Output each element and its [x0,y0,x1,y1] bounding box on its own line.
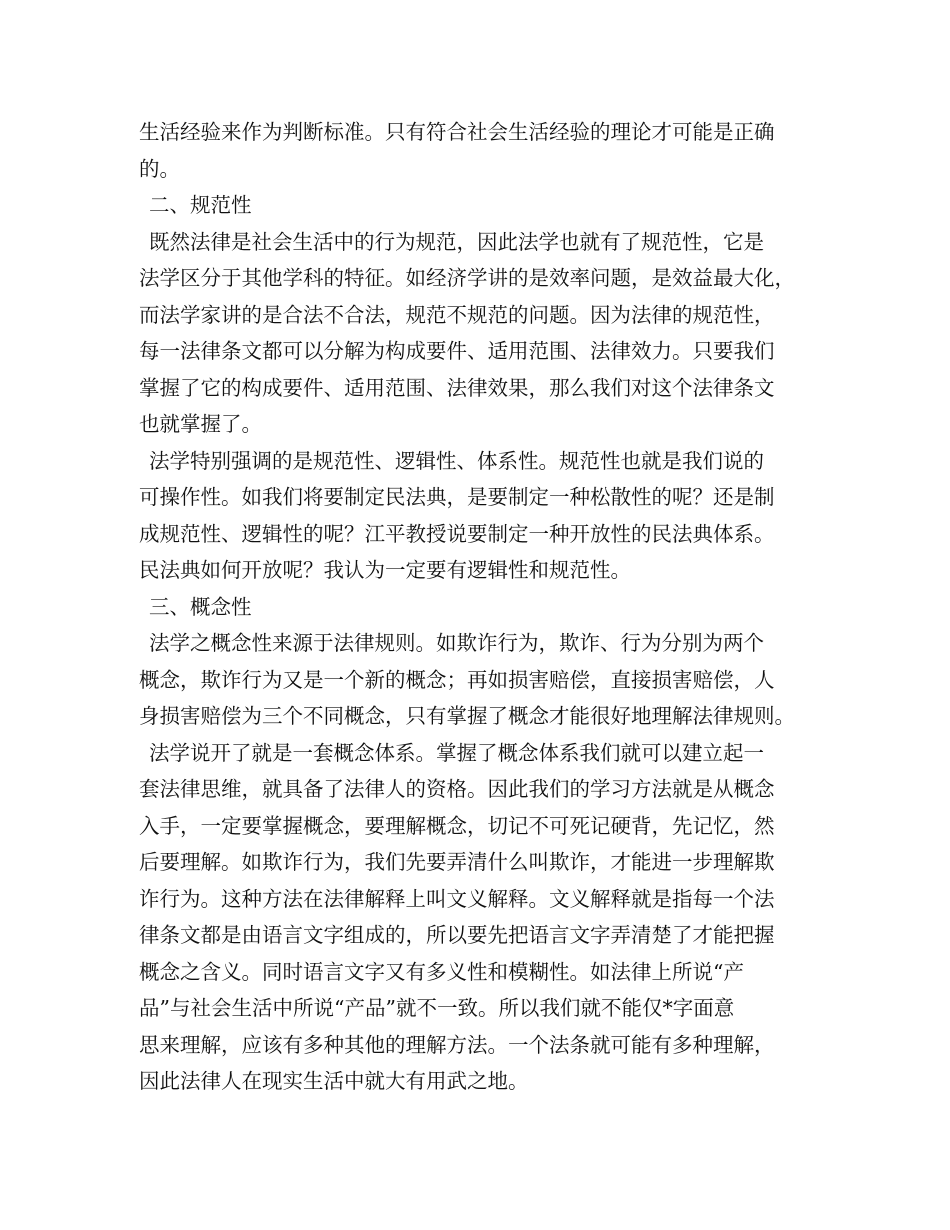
section-heading: 二、规范性 [149,193,252,217]
text-line: 入手，一定要掌握概念，要理解概念，切记不可死记硬背，先记忆，然 [139,813,775,838]
text-line: 律条文都是由语言文字组成的，所以要先把语言文字弄清楚了才能把握 [139,923,775,947]
text-line: 成规范性、逻辑性的呢？江平教授说要制定一种开放性的民法典体系。 [139,521,775,546]
text-line: 掌握了它的构成要件、适用范围、法律效果，那么我们对这个法律条文 [139,375,775,400]
text-line: 每一法律条文都可以分解为构成要件、适用范围、法律效力。只要我们 [139,339,775,363]
text-line: 而法学家讲的是合法不合法，规范不规范的问题。因为法律的规范性， [139,302,775,327]
text-line: 法学区分于其他学科的特征。如经济学讲的是效率问题，是效益最大化， [139,266,795,290]
text-line: 生活经验来作为判断标准。只有符合社会生活经验的理论才可能是正确 [139,120,775,144]
text-line: 可操作性。如我们将要制定民法典，是要制定一种松散性的呢？还是制 [139,485,775,509]
text-line: 思来理解，应该有多种其他的理解方法。一个法条就可能有多种理解， [139,1032,775,1057]
text-line: 既然法律是社会生活中的行为规范，因此法学也就有了规范性，它是 [149,229,764,254]
text-line: 因此法律人在现实生活中就大有用武之地。 [139,1069,529,1093]
text-line: 法学说开了就是一套概念体系。掌握了概念体系我们就可以建立起一 [149,740,764,765]
text-line: 概念之含义。同时语言文字又有多义性和模糊性。如法律上所说“产 [139,959,744,984]
text-line: 诈行为。这种方法在法律解释上叫文义解释。文义解释就是指每一个法 [139,886,775,911]
text-line: 也就掌握了。 [139,412,262,436]
document-body [139,114,829,1100]
text-line: 的。 [139,156,180,181]
text-line: 法学之概念性来源于法律规则。如欺诈行为，欺诈、行为分别为两个 [149,631,764,655]
text-line: 套法律思维，就具备了法律人的资格。因此我们的学习方法就是从概念 [139,777,775,801]
text-line: 品”与社会生活中所说“产品”就不一致。所以我们就不能仅*字面意 [139,996,735,1020]
text-line: 身损害赔偿为三个不同概念，只有掌握了概念才能很好地理解法律规则。 [139,704,795,728]
text-line: 法学特别强调的是规范性、逻辑性、体系性。规范性也就是我们说的 [149,448,764,473]
text-line: 概念，欺诈行为又是一个新的概念；再如损害赔偿，直接损害赔偿，人 [139,667,775,692]
text-line: 后要理解。如欺诈行为，我们先要弄清什么叫欺诈，才能进一步理解欺 [139,850,775,874]
section-heading: 三、概念性 [149,594,252,619]
text-line: 民法典如何开放呢？我认为一定要有逻辑性和规范性。 [139,558,631,582]
